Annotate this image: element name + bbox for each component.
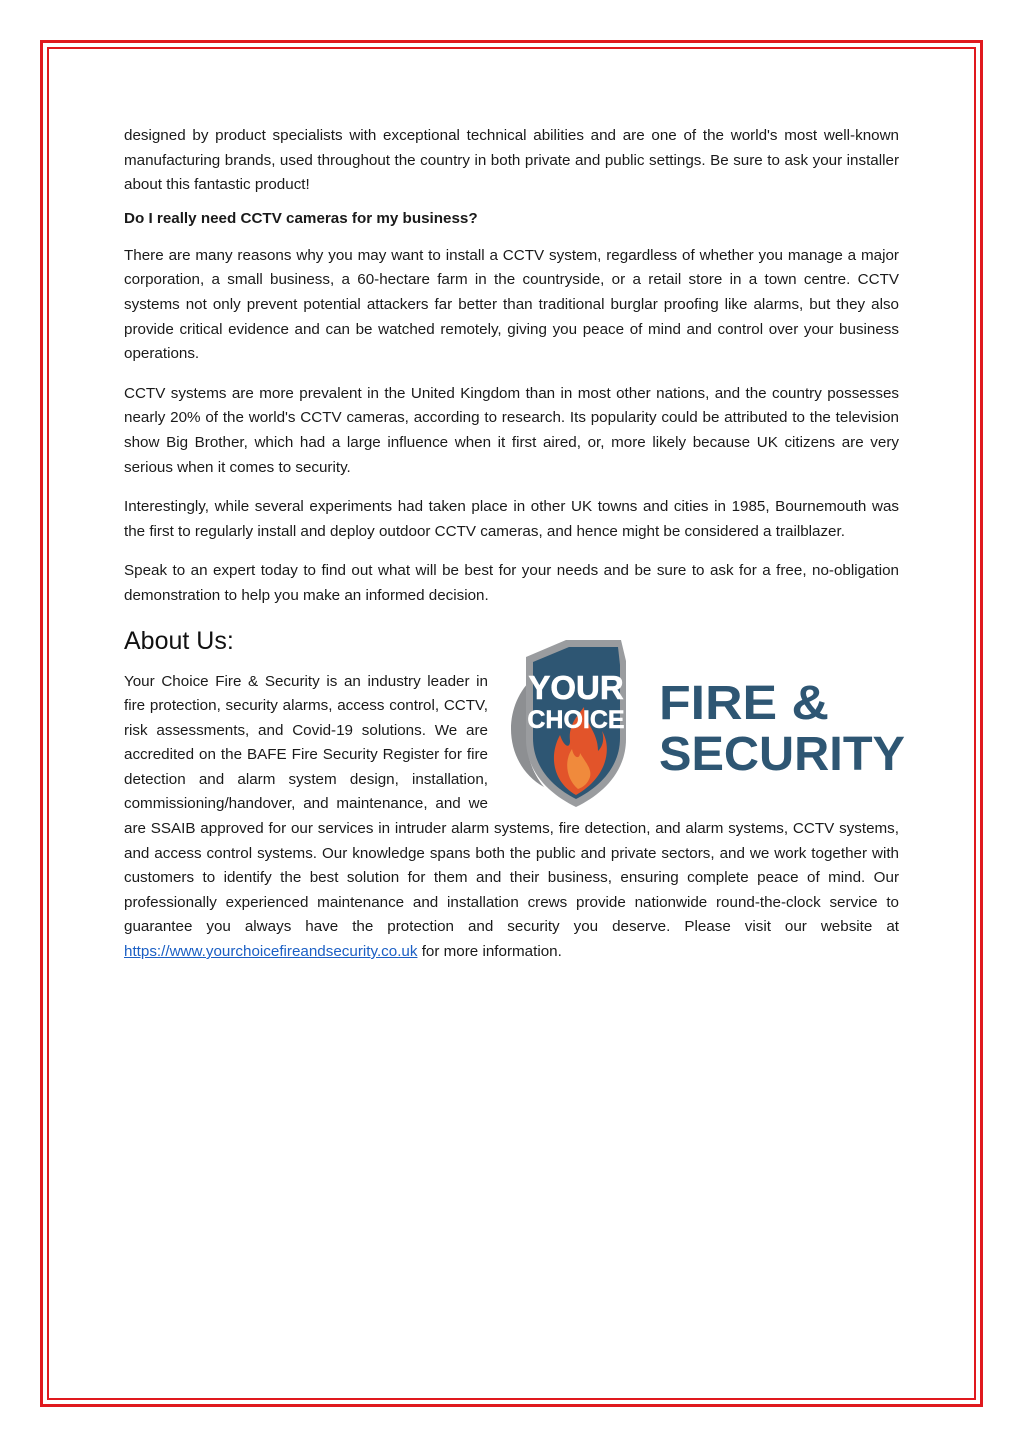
logo-brand-line1: FIRE &: [659, 676, 829, 730]
document-body: [124, 124, 905, 980]
logo-shield-line2: CHOICE: [527, 705, 625, 734]
paragraph-bournemouth: Interestingly, while several experiments had taken place in other UK towns and cities in 1985, Bournemouth was the first to regularly install and deploy outdoor CCTV cameras, and hence might be considered a trailblazer.: [124, 498, 899, 540]
about-text-main: Your Choice Fire & Security is an industry leader in fire protection, security alarms, access control, CCTV, risk assessments, and Covid-19 solutions. We are accredited on the BAFE Fire Security Register for fire detection and alarm system design, installation, commissioning/handover, and maintenance, and we are SSAIB approved for our services in intruder alarm systems, fire detection, and alarm systems, CCTV systems, and access control systems. Our knowledge spans both the public and private sectors, and we work together with customers to identify the best solution for them and their business, ensuring complete peace of mind. Our professionally experienced maintenance and installation crews provide nationwide round-the-clock service to guarantee you always have the protection and security you deserve. Please visit our website at: [124, 672, 899, 936]
about-heading: About Us:: [124, 626, 234, 655]
intro-paragraph: designed by product specialists with exceptional technical abilities and are one of the world's most well-known manufacturing brands, used throughout the country in both private and public settings. Be sure to ask your installer about this fantastic product!: [124, 127, 899, 194]
shield-flame-logo-icon: [506, 637, 921, 813]
logo-shield-line1: YOUR: [528, 668, 624, 706]
paragraph-uk-prevalence: CCTV systems are more prevalent in the United Kingdom than in most other nations, and the country possesses nearly 20% of the world's CCTV cameras, according to research. Its popularity could be attributed to the television show Big Brother, which had a large influence when it first aired, or, more likely because UK citizens are very serious when it comes to security.: [124, 384, 899, 476]
website-link[interactable]: https://www.yourchoicefireandsecurity.co.uk: [124, 943, 418, 961]
company-logo: [506, 637, 921, 813]
faq-heading: Do I really need CCTV cameras for my business?: [124, 209, 478, 227]
paragraph-reasons: There are many reasons why you may want to install a CCTV system, regardless of whether you manage a major corporation, a small business, a 60-hectare farm in the countryside, or a retail store in a town centre. CCTV systems not only prevent potential attackers far better than traditional burglar proofing like alarms, but they also provide critical evidence and can be watched remotely, giving you peace of mind and control over your business operations.: [124, 246, 899, 363]
logo-brand-line2: SECURITY: [659, 727, 905, 781]
about-text-end: for more information.: [417, 943, 562, 961]
about-section: [124, 668, 905, 965]
paragraph-speak-to-expert: Speak to an expert today to find out what will be best for your needs and be sure to ask for a free, no-obligation demonstration to help you make an informed decision.: [124, 562, 899, 604]
